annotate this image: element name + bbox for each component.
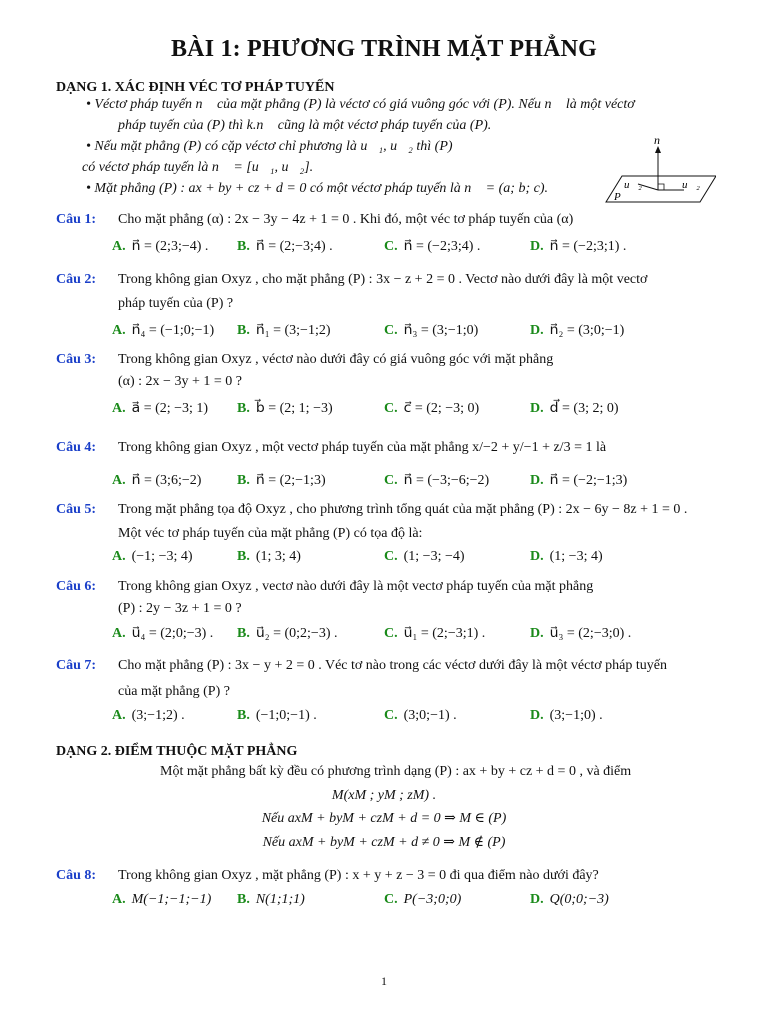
section-2-line-4: Nếu axM + byM + czM + d ≠ 0 ⇒ M ∉ (P) xyxy=(262,835,506,850)
page-number: 1 xyxy=(381,974,387,988)
question-1-label: Câu 1: xyxy=(56,212,97,227)
question-4-option-c: C. n⃗ = (−3;−6;−2) xyxy=(384,473,490,488)
question-1-text: Cho mặt phẳng (α) : 2x − 3y − 4z + 1 = 0 . Khi đó, một véc tơ pháp tuyến của (α) xyxy=(118,212,574,227)
question-4-option-a: A. n⃗ = (3;6;−2) xyxy=(112,473,202,488)
question-2-option-d: D. n⃗₂ = (3;0;−1) xyxy=(530,323,625,338)
question-7-text-line-2: của mặt phẳng (P) ? xyxy=(118,684,230,699)
question-7-option-b: B. (−1;0;−1) . xyxy=(237,708,317,723)
question-4-option-b: B. n⃗ = (2;−1;3) xyxy=(237,473,326,488)
question-5-option-d: D. (1; −3; 4) xyxy=(530,549,603,564)
diagram-label-n: n⃗ xyxy=(654,133,670,147)
question-1-option-b: B. n⃗ = (2;−3;4) . xyxy=(237,239,333,254)
question-3-text-line-1: Trong không gian Oxyz , véctơ nào dưới đây có giá vuông góc với mặt phẳng xyxy=(118,352,554,367)
question-8-option-a: A. M(−1;−1;−1) xyxy=(112,892,212,907)
section-heading-2: DẠNG 2. ĐIỂM THUỘC MẶT PHẲNG xyxy=(56,744,298,759)
question-6-label: Câu 6: xyxy=(56,579,97,594)
diagram-label-p: P xyxy=(614,191,621,203)
question-2-text-line-2: pháp tuyến của (P) ? xyxy=(118,296,234,311)
question-8-option-c: C. P(−3;0;0) xyxy=(384,892,462,907)
section-2-line-2: M(xM ; yM ; zM) . xyxy=(331,788,437,803)
question-4-label: Câu 4: xyxy=(56,440,97,455)
diagram-label-u2-right: u⃗₂ xyxy=(682,179,700,191)
section-2-line-1: Một mặt phẳng bất kỳ đều có phương trình dạng (P) : ax + by + cz + d = 0 , và điểm xyxy=(160,764,632,779)
question-2-option-b: B. n⃗₁ = (3;−1;2) xyxy=(237,323,331,338)
question-5-option-a: A. (−1; −3; 4) xyxy=(112,549,193,564)
diagram-label-u2-left: u⃗₂ xyxy=(624,179,642,191)
question-1-option-d: D. n⃗ = (−2;3;1) . xyxy=(530,239,627,254)
bullet-2-line-2: có véctơ pháp tuyến là n⃗ = [u⃗₁, u⃗₂]. xyxy=(82,160,314,175)
question-6-option-a: A. u⃗₄ = (2;0;−3) . xyxy=(112,626,214,641)
question-7-option-a: A. (3;−1;2) . xyxy=(112,708,185,723)
question-3-text-line-2: (α) : 2x − 3y + 1 = 0 ? xyxy=(118,374,242,389)
question-2-text-line-1: Trong không gian Oxyz , cho mặt phẳng (P) : 3x − z + 2 = 0 . Vectơ nào dưới đây là một vectơ xyxy=(118,272,648,287)
bullet-3: • Mặt phẳng (P) : ax + by + cz + d = 0 có một véctơ pháp tuyến là n⃗ = (a; b; c). xyxy=(86,181,548,196)
bullet-1-line-1: • Véctơ pháp tuyến n⃗ của mặt phẳng (P) là véctơ có giá vuông góc với (P). Nếu n⃗ là một véctơ xyxy=(86,97,635,112)
question-4-text: Trong không gian Oxyz , một vectơ pháp tuyến của mặt phẳng x/−2 + y/−1 + z/3 = 1 là xyxy=(118,440,607,455)
question-2-label: Câu 2: xyxy=(56,272,97,287)
question-8-text: Trong không gian Oxyz , mặt phẳng (P) : x + y + z − 3 = 0 đi qua điểm nào dưới đây? xyxy=(118,868,599,883)
question-3-option-a: A. a⃗ = (2; −3; 1) xyxy=(112,401,209,416)
question-6-text-line-1: Trong không gian Oxyz , vectơ nào dưới đây là một vectơ pháp tuyến của mặt phẳng xyxy=(118,579,594,594)
question-5-text-line-2: Một véc tơ pháp tuyến của mặt phẳng (P) có tọa độ là: xyxy=(118,526,423,541)
question-3-option-c: C. c⃗ = (2; −3; 0) xyxy=(384,401,480,416)
question-8-option-b: B. N(1;1;1) xyxy=(237,892,305,907)
section-heading-1: DẠNG 1. XÁC ĐỊNH VÉC TƠ PHÁP TUYẾN xyxy=(56,80,335,95)
plane-normal-diagram xyxy=(604,132,716,208)
question-7-option-d: D. (3;−1;0) . xyxy=(530,708,603,723)
question-6-option-d: D. u⃗₃ = (2;−3;0) . xyxy=(530,626,632,641)
question-1-option-c: C. n⃗ = (−2;3;4) . xyxy=(384,239,481,254)
question-7-text-line-1: Cho mặt phẳng (P) : 3x − y + 2 = 0 . Véc tơ nào trong các véctơ dưới đây là một véctơ pháp tuyến xyxy=(118,658,667,673)
question-5-label: Câu 5: xyxy=(56,502,97,517)
question-7-label: Câu 7: xyxy=(56,658,97,673)
page-title: BÀI 1: PHƯƠNG TRÌNH MẶT PHẲNG xyxy=(170,36,598,62)
question-6-option-c: C. u⃗₁ = (2;−3;1) . xyxy=(384,626,486,641)
bullet-1-line-2: pháp tuyến của (P) thì k.n⃗ cũng là một véctơ pháp tuyến của (P). xyxy=(118,118,492,133)
question-2-option-a: A. n⃗₄ = (−1;0;−1) xyxy=(112,323,215,338)
question-1-option-a: A. n⃗ = (2;3;−4) . xyxy=(112,239,209,254)
question-5-option-c: C. (1; −3; −4) xyxy=(384,549,465,564)
question-4-option-d: D. n⃗ = (−2;−1;3) xyxy=(530,473,628,488)
question-5-option-b: B. (1; 3; 4) xyxy=(237,549,301,564)
question-8-label: Câu 8: xyxy=(56,868,97,883)
bullet-2-line-1: • Nếu mặt phẳng (P) có cặp véctơ chỉ phương là u⃗₁, u⃗₂ thì (P) xyxy=(86,139,453,154)
question-5-text-line-1: Trong mặt phẳng tọa độ Oxyz , cho phương trình tổng quát của mặt phẳng (P) : 2x − 6y − 8z + 1 = 0 . xyxy=(118,502,688,517)
question-3-option-d: D. d⃗ = (3; 2; 0) xyxy=(530,401,619,416)
question-6-text-line-2: (P) : 2y − 3z + 1 = 0 ? xyxy=(118,601,242,616)
question-2-option-c: C. n⃗₃ = (3;−1;0) xyxy=(384,323,479,338)
question-3-label: Câu 3: xyxy=(56,352,97,367)
section-2-line-3: Nếu axM + byM + czM + d = 0 ⇒ M ∈ (P) xyxy=(261,811,507,826)
question-3-option-b: B. b⃗ = (2; 1; −3) xyxy=(237,401,333,416)
question-7-option-c: C. (3;0;−1) . xyxy=(384,708,457,723)
question-8-option-d: D. Q(0;0;−3) xyxy=(530,892,609,907)
question-6-option-b: B. u⃗₂ = (0;2;−3) . xyxy=(237,626,338,641)
